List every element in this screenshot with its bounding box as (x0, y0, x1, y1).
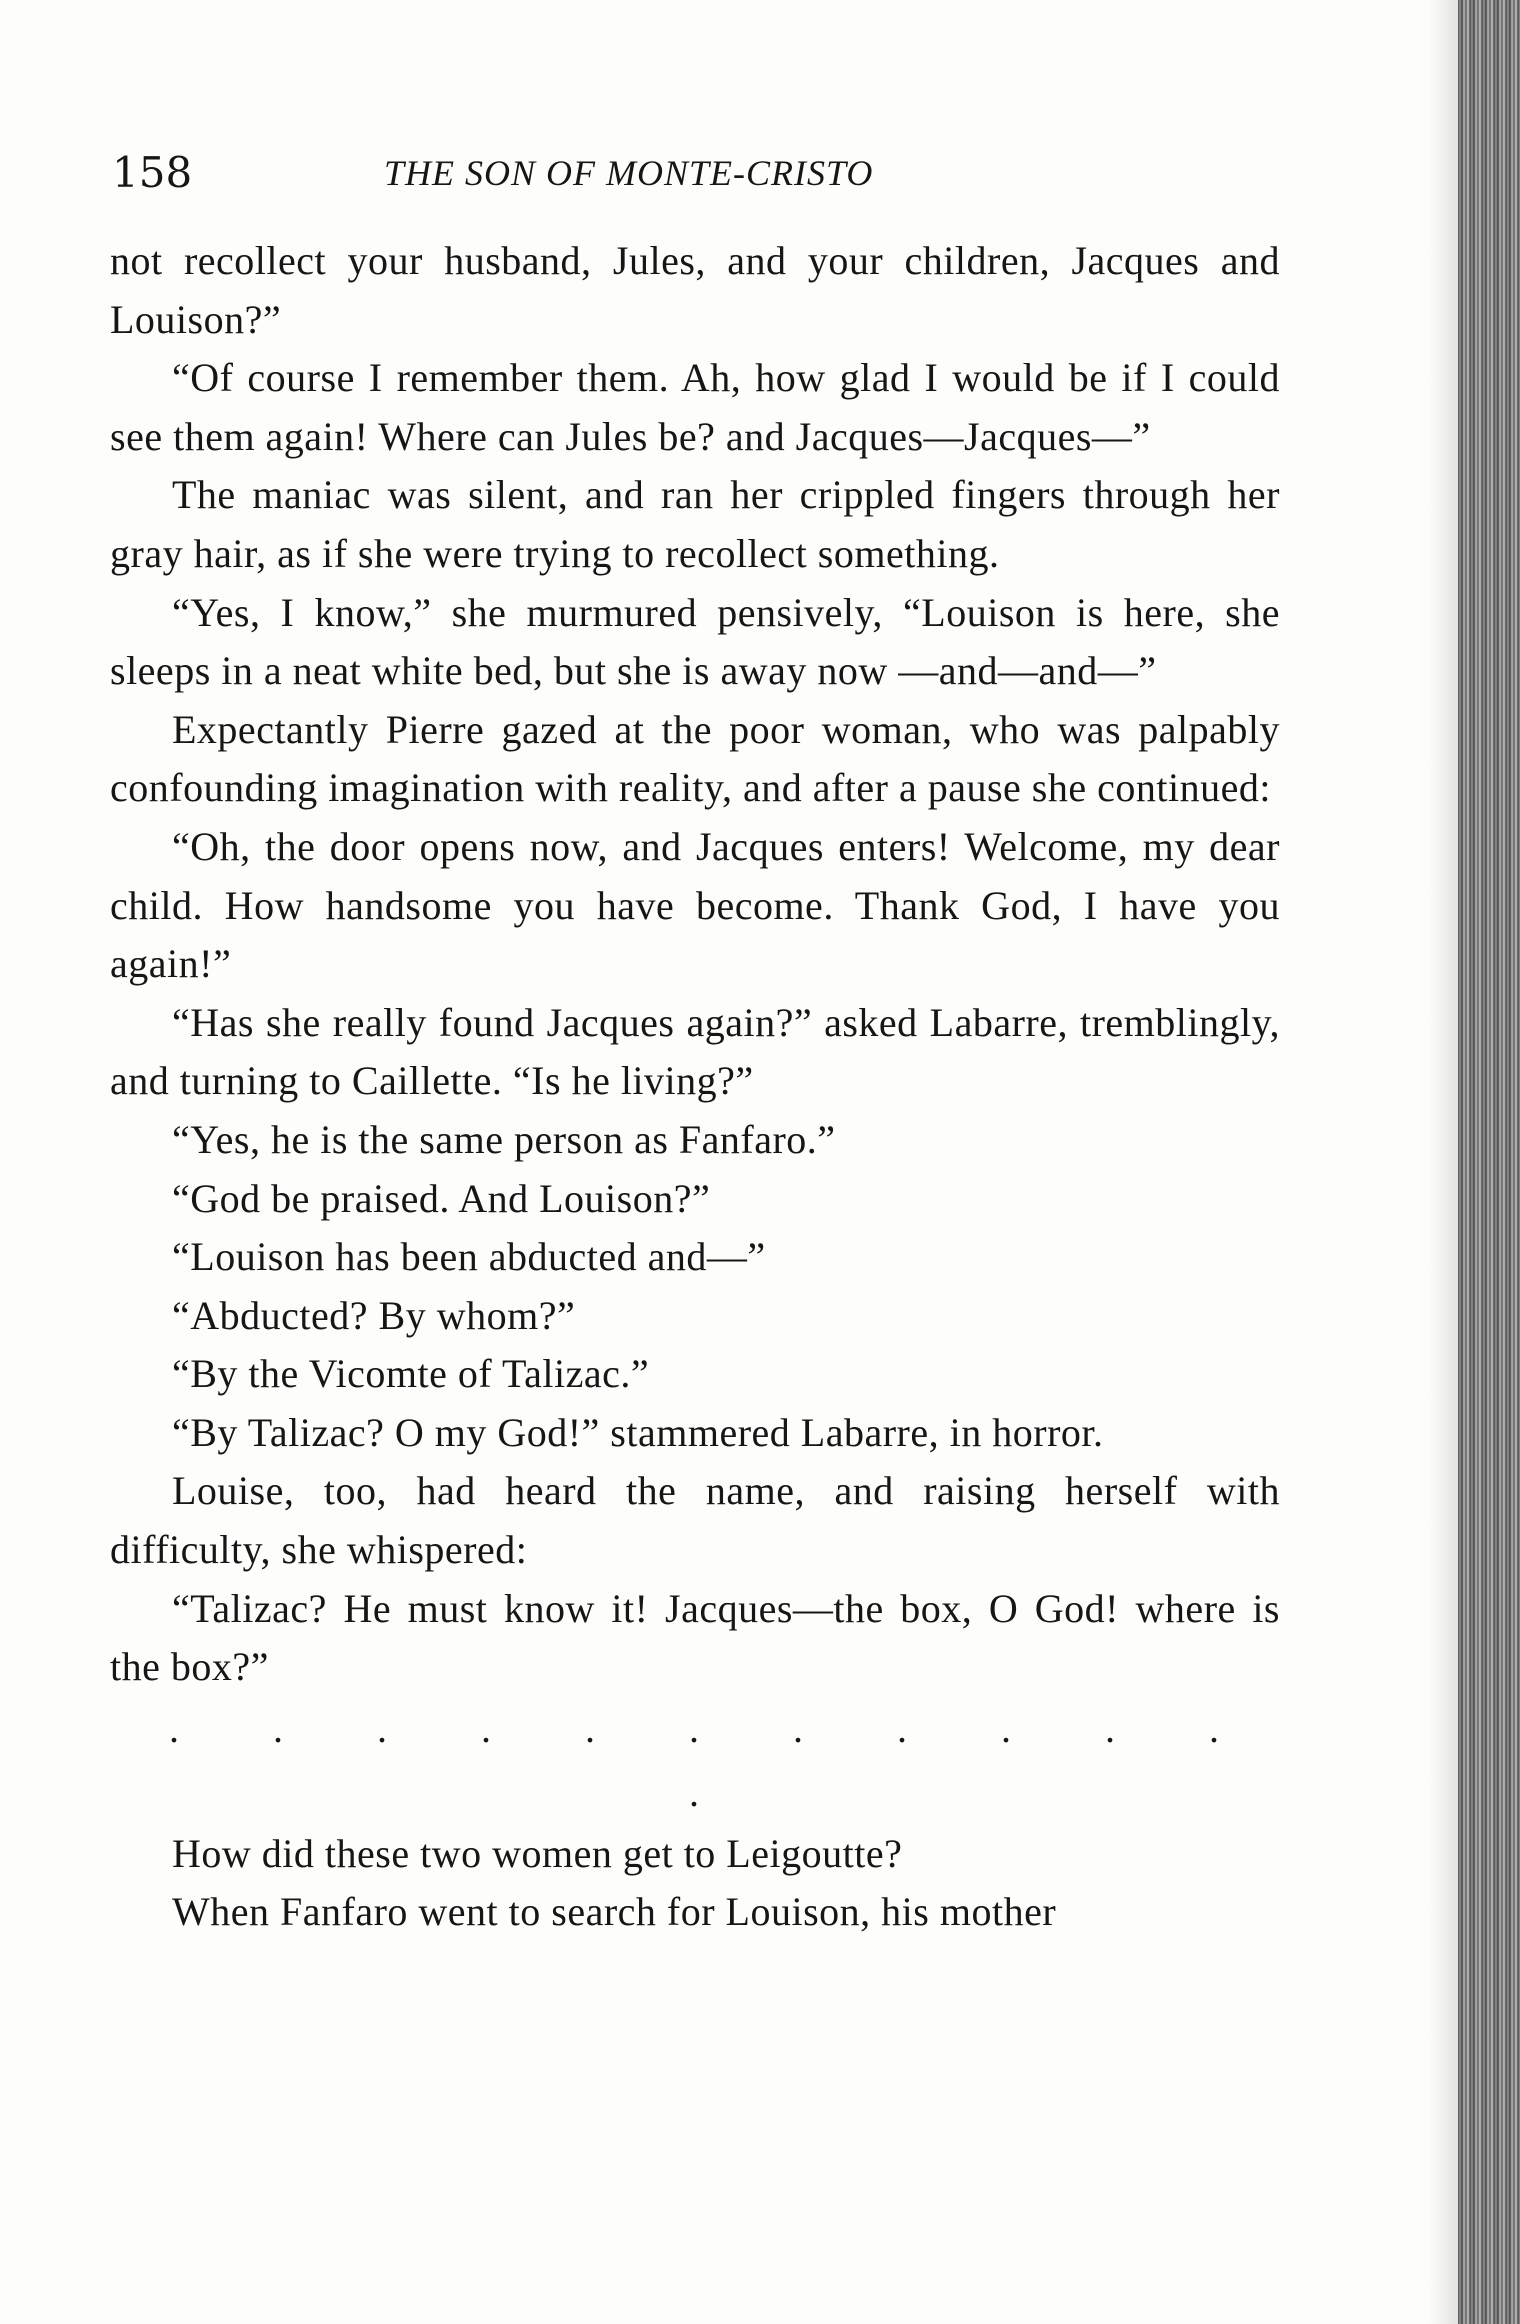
paragraph: “By the Vicomte of Talizac.” (172, 1351, 650, 1397)
paragraph: How did these two women get to Leigoutte? (172, 1830, 903, 1876)
paragraph: “Talizac? He must know it! Jacques—the box, O God! where is the box?” (110, 1585, 1280, 1690)
page-header (112, 148, 1292, 208)
paragraph: When Fanfaro went to search for Louison, his mother (172, 1889, 1057, 1935)
page-edge (1458, 0, 1520, 2324)
paragraph: “Yes, he is the same person as Fanfaro.” (172, 1116, 836, 1162)
page-edge-shadow (1428, 0, 1458, 2324)
paragraph: not recollect your husband, Jules, and your children, Jacques and Louison?” (110, 238, 1280, 342)
paragraph: “Has she really found Jacques again?” asked Labarre, tremblingly, and turning to Caillette. “Is he living?” (110, 999, 1280, 1104)
paragraph: Louise, too, had heard the name, and raising herself with difficulty, she whispered: (110, 1468, 1280, 1573)
paragraph: “God be praised. And Louison?” (172, 1175, 711, 1221)
paragraph: “Abducted? By whom?” (172, 1292, 576, 1338)
paragraph: Expectantly Pierre gazed at the poor woman, who was palpably confounding imagination with reality, and after a pause she continued: (110, 706, 1280, 811)
paragraph: “Yes, I know,” she murmured pensively, “Louison is here, she sleeps in a neat white bed, but she is away now —and—and—” (110, 589, 1280, 694)
section-break: . . . . . . . . . . . . (169, 1705, 1261, 1815)
paragraph: “Louison has been abducted and—” (172, 1234, 766, 1280)
body-text (110, 232, 1280, 1942)
page-number: 158 (112, 148, 193, 197)
paragraph: “Of course I remember them. Ah, how glad I would be if I could see them again! Where can Jules be? and Jacques—Jacques—” (110, 355, 1280, 459)
paragraph: The maniac was silent, and ran her crippled fingers through her gray hair, as if she were trying to recollect something. (110, 472, 1280, 576)
paragraph: “Oh, the door opens now, and Jacques enters! Welcome, my dear child. How handsome you have become. Thank God, I have you again!” (110, 823, 1280, 987)
paragraph: “By Talizac? O my God!” stammered Labarre, in horror. (172, 1409, 1104, 1455)
running-title: THE SON OF MONTE-CRISTO (384, 153, 874, 193)
